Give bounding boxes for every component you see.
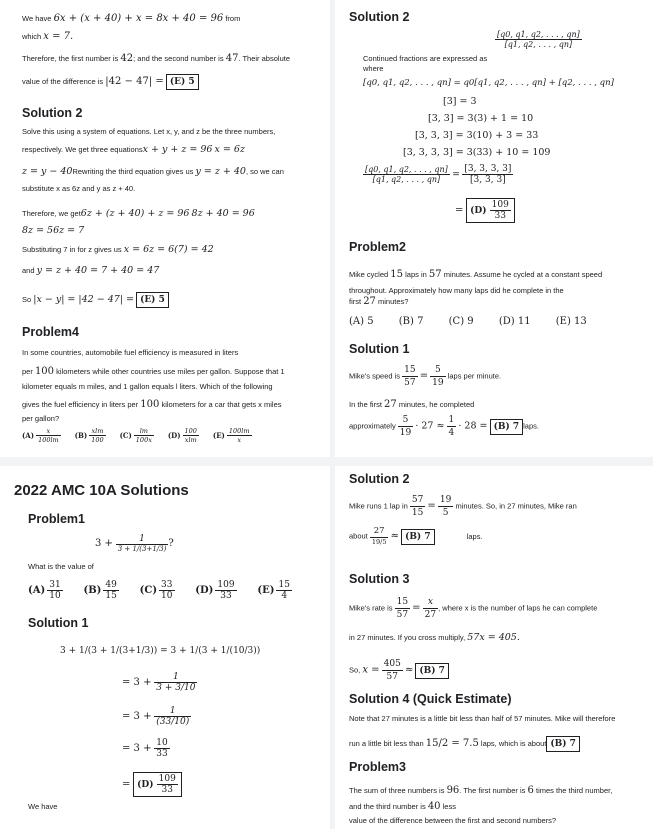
tl-p2 — [22, 144, 245, 157]
denominator: [3, 3, 3] — [470, 175, 506, 185]
number: 42 — [120, 53, 134, 64]
denominator: 100 — [91, 436, 104, 444]
tl-p8 — [22, 265, 159, 278]
answer-box: (E) 5 — [136, 292, 169, 308]
numerator: [q0, q1, q2, . . . , qn] — [365, 165, 448, 174]
bl-step2 — [122, 672, 197, 693]
tr-eq6: $\frac{[q0, q1, q2, . . . , qn]}{[q1, q2, . . . , qn]}$ = $\frac{[3, 3, 3, 3]}{[3, 3, 3]}$ — [365, 164, 512, 185]
tr-choices — [349, 316, 587, 327]
br-solution2-heading: Solution 2 — [349, 472, 410, 486]
text: which — [22, 32, 42, 41]
text: about — [349, 531, 368, 541]
equation: z = y − 40 — [22, 166, 73, 177]
numerator: x — [36, 427, 61, 436]
denominator: 57 — [386, 672, 398, 683]
number: 27 — [363, 296, 376, 307]
numerator: 100lm — [228, 427, 250, 435]
bl-question-text: What is the value of — [28, 562, 94, 571]
denominator: 5 — [442, 508, 449, 519]
equation: 6z + (z + 40) + z = 96 — [80, 208, 190, 219]
equation: y = z + 40 = 7 + 40 = 47 — [36, 265, 160, 276]
text: Mike's speed is — [349, 371, 401, 381]
denominator: [q1, q2, . . . , qn] — [372, 175, 441, 184]
choice-label: (D) — [195, 585, 214, 596]
text: first — [349, 297, 362, 306]
numerator: 15 — [395, 596, 410, 609]
equation: 6x + (x + 40) + x = 8x + 40 = 96 — [53, 13, 224, 24]
text: , where x is the number of laps he can complete — [438, 603, 598, 613]
denominator: 19 — [432, 378, 444, 389]
numerator: [3, 3, 3, 3] — [464, 164, 512, 174]
answer-box: (B) 7 — [490, 419, 524, 435]
denominator: 15 — [105, 591, 117, 601]
denominator: x — [237, 436, 242, 444]
choice-label: (A) — [22, 430, 35, 440]
tl-p1: Solve this using a system of equations. Let x, y, and z be the three numbers, — [22, 127, 276, 136]
choice-c — [140, 580, 175, 601]
numerator: 19 — [438, 494, 453, 507]
text: (D) — [137, 780, 154, 790]
text: Rewriting the third equation gives us — [72, 167, 194, 176]
tr-a3 — [349, 414, 539, 439]
number: 27 — [384, 399, 397, 410]
text: We have — [22, 14, 52, 23]
bl-step5 — [122, 772, 182, 797]
answer-box — [133, 772, 182, 797]
text: = 3 + — [122, 677, 152, 689]
text: and — [22, 266, 35, 275]
numerator: 1 — [154, 706, 191, 717]
numerator: 33 — [161, 580, 173, 590]
text: The sum of three numbers is — [349, 786, 445, 795]
denominator: 33 — [156, 749, 168, 759]
text: gives the fuel efficiency in liters per — [22, 400, 139, 409]
choice-e — [213, 427, 252, 444]
numerator: 405 — [382, 658, 403, 671]
choice-d: (D) 11 — [498, 316, 531, 327]
equation: x = — [362, 664, 380, 676]
answer-box: (B) 7 — [401, 529, 435, 545]
equation: |x − y| = |42 − 47| = — [33, 294, 134, 305]
text: per — [22, 367, 33, 376]
denominator: 15 — [411, 508, 424, 519]
numerator: 1 — [447, 414, 457, 427]
text: laps. — [466, 531, 483, 541]
text: and the third number is — [349, 802, 426, 811]
choice-label: (E) — [212, 430, 225, 440]
tr-q3 — [349, 295, 408, 309]
text: Therefore, we get — [22, 209, 81, 218]
tl-choices — [22, 427, 264, 444]
numerator: lm — [134, 427, 154, 436]
choice-label: (B) — [74, 430, 88, 440]
tl-line1 — [22, 12, 240, 26]
br-q2 — [349, 800, 456, 814]
text: ; and the second number is — [133, 54, 224, 63]
denominator: 57 — [396, 610, 409, 621]
text: Mike cycled — [349, 270, 389, 279]
text: Mike's rate is — [349, 603, 393, 613]
numerator: 15 — [278, 580, 290, 590]
choice-label: (E) — [257, 585, 275, 596]
denominator: (33/10) — [156, 717, 190, 727]
text: minutes, he completed — [398, 400, 475, 409]
tr-continued-text: Continued fractions are expressed as — [363, 54, 488, 63]
text: . The first number is — [459, 786, 526, 795]
br-a7 — [349, 736, 580, 752]
bl-step4 — [122, 738, 170, 759]
choice-label: (C) — [119, 430, 132, 440]
numerator: 57 — [410, 494, 425, 507]
number: 6 — [527, 785, 534, 796]
equation: 8z + 40 = 96 — [191, 208, 255, 219]
text: . Their absolute — [238, 54, 290, 63]
tl-line3 — [22, 52, 290, 66]
bl-choices — [28, 580, 304, 601]
card-bottom-right — [335, 466, 653, 829]
denominator: 10 — [49, 591, 61, 601]
tl-p6: 8z = 56z = 7 — [22, 225, 85, 236]
choice-d — [168, 427, 199, 444]
choice-label: (C) — [139, 585, 158, 596]
tl-problem4-heading: Problem4 — [22, 325, 79, 339]
numerator: x — [423, 596, 438, 609]
text: laps per minute. — [447, 371, 502, 381]
br-q1 — [349, 784, 612, 798]
text: laps, which is about — [480, 739, 547, 748]
denominator: 27 — [424, 610, 437, 621]
numerator: xlm — [89, 427, 105, 436]
equation: x + y + z = 96 — [142, 144, 213, 155]
denominator: 19 — [399, 428, 412, 439]
bl-step1: 3 + 1/(3 + 1/(3+1/3)) = 3 + 1/(3 + 1/(10/3)) — [60, 646, 261, 656]
text: = 3 + — [122, 711, 152, 723]
text: respectively. We get three equations — [22, 145, 143, 154]
br-solution3-heading: Solution 3 — [349, 572, 410, 586]
text: laps in — [405, 270, 427, 279]
tl-line2 — [22, 30, 73, 44]
text: minutes. Assume he cycled at a constant speed — [443, 270, 603, 279]
equation: |42 − 47| = — [105, 76, 164, 87]
denominator: 4 — [448, 428, 455, 439]
tl-p3 — [22, 166, 284, 179]
text: In the first — [349, 400, 382, 409]
numerator: 31 — [49, 580, 61, 590]
br-problem3-heading: Problem3 — [349, 760, 406, 774]
choice-e — [257, 580, 292, 601]
card-bottom-left — [0, 466, 330, 829]
text: run a little bit less than — [349, 739, 424, 748]
denominator: 57 — [404, 378, 416, 389]
tr-solution2-heading: Solution 2 — [349, 10, 410, 24]
numerator: [q0, q1, q2, . . . , qn] — [497, 30, 580, 39]
bl-problem1-heading: Problem1 — [28, 512, 85, 526]
bl-solution1-heading: Solution 1 — [28, 616, 89, 630]
numerator: 5 — [398, 414, 413, 427]
choice-b: (B) 7 — [398, 316, 424, 327]
denominator: 100lm — [38, 436, 59, 444]
tr-solution1-heading: Solution 1 — [349, 342, 410, 356]
number: 100 — [140, 399, 160, 410]
denominator: 4 — [281, 591, 288, 601]
br-solution4-heading: Solution 4 (Quick Estimate) — [349, 692, 512, 706]
text: · 28 = — [458, 420, 488, 432]
tl-p4: substitute x as 6z and y as z + 40. — [22, 184, 136, 193]
tr-eq1: [q0, q1, q2, . . . , qn] = q0[q1, q2, . . . , qn] + [q2, . . . , qn] — [363, 78, 614, 88]
tl-p5 — [22, 208, 255, 221]
choice-c: (C) 9 — [448, 316, 474, 327]
choice-a — [22, 427, 61, 444]
text: from — [225, 14, 241, 23]
br-a1: Mike runs 1 lap in $\frac{57}{15}$ = $\frac{19}{5}$ minutes. So, in 27 minutes, Mike ran — [349, 495, 577, 519]
tr-eq7: = (D) $\frac{109}{33}$ — [455, 198, 515, 223]
numerator: 49 — [105, 580, 117, 590]
denominator: 33 — [220, 591, 232, 601]
tl-q1: In some countries, automobile fuel efficiency is measured in liters — [22, 348, 239, 357]
text: So, — [349, 665, 361, 675]
text: · 27 ≈ — [415, 420, 445, 432]
choice-e: (E) 13 — [555, 316, 587, 327]
tr-a2 — [349, 398, 474, 412]
tl-p9 — [22, 292, 169, 308]
br-a5 — [349, 658, 449, 683]
number: 15 — [390, 269, 404, 280]
answer-box: (B) 7 — [546, 736, 580, 752]
text: = — [122, 779, 131, 790]
choice-label: (B) — [83, 585, 102, 596]
choice-a — [28, 580, 63, 601]
tr-eq4: [3, 3, 3] = 3(10) + 3 = 33 — [415, 130, 539, 141]
denominator: 19/5 — [371, 538, 387, 547]
text: So — [22, 295, 32, 304]
tr-where: where — [363, 64, 384, 73]
number: 47 — [225, 53, 239, 64]
numerator: 10 — [156, 738, 168, 748]
choice-d — [195, 580, 236, 601]
bl-we-have: We have — [28, 802, 58, 811]
equation: 15/2 = 7.5 — [425, 738, 479, 749]
text: ≈ — [404, 664, 414, 676]
numerator: 15 — [402, 364, 417, 377]
tr-cf-fraction — [495, 30, 582, 49]
br-a3: Mike's rate is $\frac{15}{57}$ = $\frac{x}{27}$ , where x is the number of laps he can complete — [349, 597, 598, 621]
denominator: [q1, q2, . . . , qn] — [504, 40, 573, 49]
equation: 57x = 405. — [467, 632, 520, 643]
equation: y = z + 40 — [195, 166, 246, 177]
text: (D) — [470, 206, 487, 216]
br-a4 — [349, 632, 520, 645]
number: 57 — [428, 269, 442, 280]
numerator: 100 — [184, 427, 197, 435]
denominator: xlm — [184, 436, 197, 444]
numerator: 109 — [491, 200, 509, 210]
text: kilometers while other countries use miles per gallon. Suppose that 1 — [56, 367, 285, 376]
tr-a1: Mike's speed is $\frac{15}{57}$ = $\frac{5}{19}$ laps per minute. — [349, 365, 502, 389]
denominator: 3 + 3/10 — [156, 683, 196, 693]
tr-eq5: [3, 3, 3, 3] = 3(33) + 10 = 109 — [403, 147, 551, 158]
text: minutes. So, in 27 minutes, Mike ran — [455, 501, 577, 511]
denominator: 33 — [494, 211, 506, 221]
numerator: 27 — [370, 526, 389, 538]
numerator: 109 — [158, 774, 176, 784]
text: in 27 minutes. If you cross multiply, — [349, 633, 466, 642]
text: laps. — [523, 421, 539, 431]
text: Substituting 7 in for z gives us — [22, 245, 122, 254]
denominator: 100x — [135, 436, 152, 444]
choice-b — [83, 580, 118, 601]
tl-p7 — [22, 244, 214, 257]
numerator: 5 — [430, 364, 445, 377]
denominator: 10 — [161, 591, 173, 601]
br-q3: value of the difference between the first and second numbers? — [349, 816, 557, 825]
tr-q2: throughout. Approximately how many laps did he complete in the — [349, 286, 564, 295]
tr-problem2-heading: Problem2 — [349, 240, 406, 254]
bl-question-expr — [95, 534, 174, 553]
text: approximately — [349, 421, 396, 431]
tr-eq3: [3, 3] = 3(3) + 1 = 10 — [428, 113, 534, 124]
equation: x = 7. — [43, 31, 74, 42]
text: = 3 + — [122, 743, 152, 755]
text: minutes? — [378, 297, 409, 306]
text: value of the difference is — [22, 77, 104, 86]
card-top-right — [335, 0, 653, 457]
bl-page-title: 2022 AMC 10A Solutions — [14, 482, 189, 499]
tr-q1 — [349, 268, 602, 282]
equation: x = 6z = 6(7) = 42 — [123, 244, 214, 255]
answer-box: (E) 5 — [166, 74, 199, 90]
choice-label: (A) — [28, 585, 46, 596]
br-a2 — [349, 526, 483, 547]
tl-line4 — [22, 74, 199, 90]
choice-label: (D) — [167, 430, 181, 440]
number: 100 — [34, 366, 55, 377]
text: ? — [168, 538, 174, 550]
denominator: 3 + 1/(3+1/3) — [117, 545, 167, 553]
equation: x = 6z — [214, 144, 245, 155]
tl-q5: per gallon? — [22, 414, 60, 423]
text: kilometers for a car that gets x miles — [161, 400, 282, 409]
number: 96 — [446, 785, 460, 796]
number: 40 — [427, 801, 441, 812]
choice-a: (A) 5 — [349, 316, 374, 327]
answer-box: (B) 7 — [415, 663, 449, 679]
choice-b — [75, 427, 106, 444]
answer-box — [466, 198, 515, 223]
text: Mike runs 1 lap in — [349, 501, 408, 511]
denominator: 33 — [161, 785, 173, 795]
text: , so we can — [245, 167, 284, 176]
numerator: 1 — [116, 534, 169, 545]
tr-eq2: [3] = 3 — [443, 96, 477, 107]
br-a6: Note that 27 minutes is a little bit less than half of 57 minutes. Mike will therefore — [349, 714, 616, 723]
card-top-left — [0, 0, 330, 457]
tl-solution2-heading: Solution 2 — [22, 106, 83, 120]
text: ≈ — [390, 530, 399, 542]
numerator: 109 — [217, 580, 235, 590]
text: 3 + — [95, 538, 113, 550]
tl-q3: kilometer equals m miles, and 1 gallon equals l liters. Which of the following — [22, 382, 273, 391]
bl-step3 — [122, 706, 191, 727]
text: Therefore, the first number is — [22, 54, 119, 63]
text: times the third number, — [536, 786, 613, 795]
numerator: 1 — [154, 672, 197, 683]
tl-q4 — [22, 398, 282, 412]
text: less — [442, 802, 456, 811]
tl-q2 — [22, 365, 285, 379]
choice-c — [120, 427, 154, 444]
